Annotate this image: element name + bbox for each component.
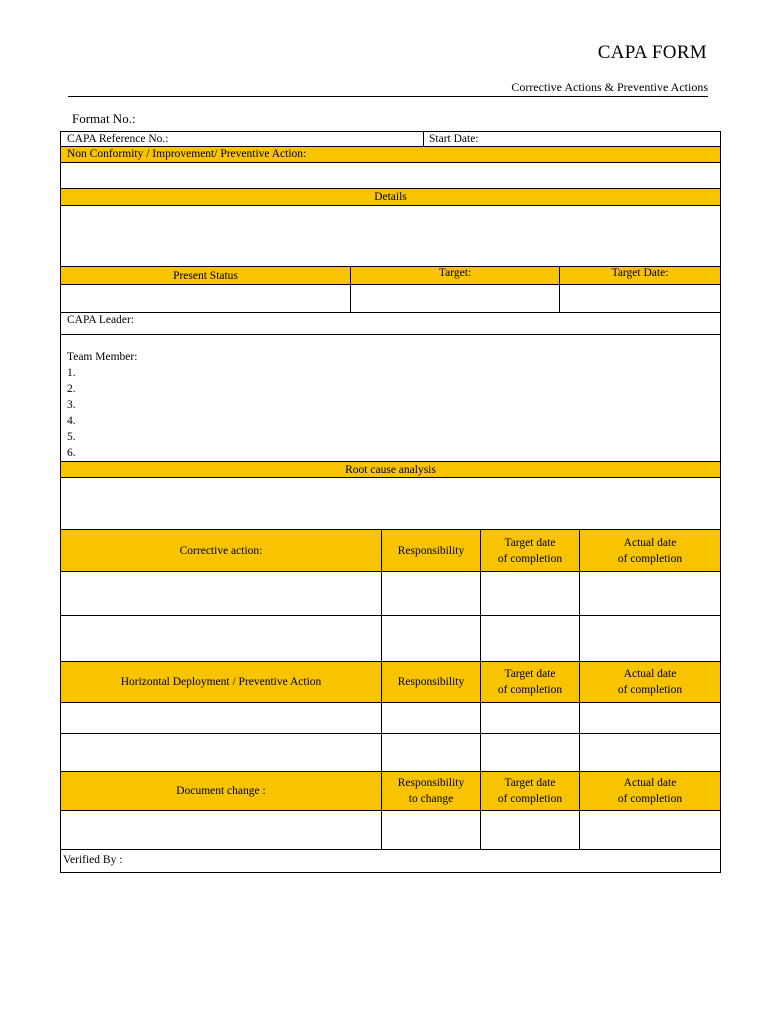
team-member-item: 6. xyxy=(67,447,76,459)
team-member-item: 2. xyxy=(67,383,76,395)
capa-form-table xyxy=(60,131,721,873)
details-label: Details xyxy=(374,191,407,203)
row-line xyxy=(61,571,720,572)
col-line xyxy=(423,132,424,146)
horizontal-deployment-label: Horizontal Deployment / Preventive Action xyxy=(120,676,322,688)
target-date-label: Target Date: xyxy=(611,267,669,279)
row-line xyxy=(61,334,720,335)
responsibility-to-change-label: Responsibility to change xyxy=(397,777,465,805)
team-member-label: Team Member: xyxy=(67,351,138,363)
responsibility-label: Responsibility xyxy=(397,544,465,557)
corrective-action-label: Corrective action: xyxy=(179,544,263,557)
form-subtitle: Corrective Actions & Preventive Actions xyxy=(511,80,708,94)
row-line xyxy=(61,702,720,703)
team-member-item: 1. xyxy=(67,367,76,379)
row-line xyxy=(61,733,720,734)
row-line xyxy=(61,312,720,313)
row-line xyxy=(61,810,720,811)
actual-date-completion-label: Actual date of completion xyxy=(617,668,683,696)
row-line xyxy=(61,615,720,616)
team-member-item: 5. xyxy=(67,431,76,443)
capa-leader-label: CAPA Leader: xyxy=(67,314,134,326)
target-date-completion-label: Target date of completion xyxy=(497,536,563,565)
team-member-item: 4. xyxy=(67,415,76,427)
start-date-label: Start Date: xyxy=(429,133,479,145)
form-title: CAPA FORM xyxy=(597,42,707,63)
actual-date-completion-label: Actual date of completion xyxy=(617,777,683,805)
non-conformity-label: Non Conformity / Improvement/ Preventive Action: xyxy=(67,148,307,160)
format-no-label: Format No.: xyxy=(72,111,136,126)
responsibility-label: Responsibility xyxy=(397,676,465,688)
target-date-completion-label: Target date of completion xyxy=(497,777,563,805)
document-change-label: Document change : xyxy=(176,785,266,797)
verified-by-label: Verified By : xyxy=(63,854,123,866)
header-divider xyxy=(68,96,708,97)
row-line xyxy=(61,205,720,206)
row-line xyxy=(61,849,720,850)
target-date-completion-label: Target date of completion xyxy=(497,668,563,696)
row-line xyxy=(61,284,720,285)
actual-date-completion-label: Actual date of completion xyxy=(617,536,683,565)
capa-reference-label: CAPA Reference No.: xyxy=(67,133,169,145)
root-cause-label: Root cause analysis xyxy=(345,463,436,476)
target-label: Target: xyxy=(438,267,472,279)
row-line xyxy=(61,162,720,163)
present-status-label: Present Status xyxy=(173,270,238,282)
team-member-item: 3. xyxy=(67,399,76,411)
